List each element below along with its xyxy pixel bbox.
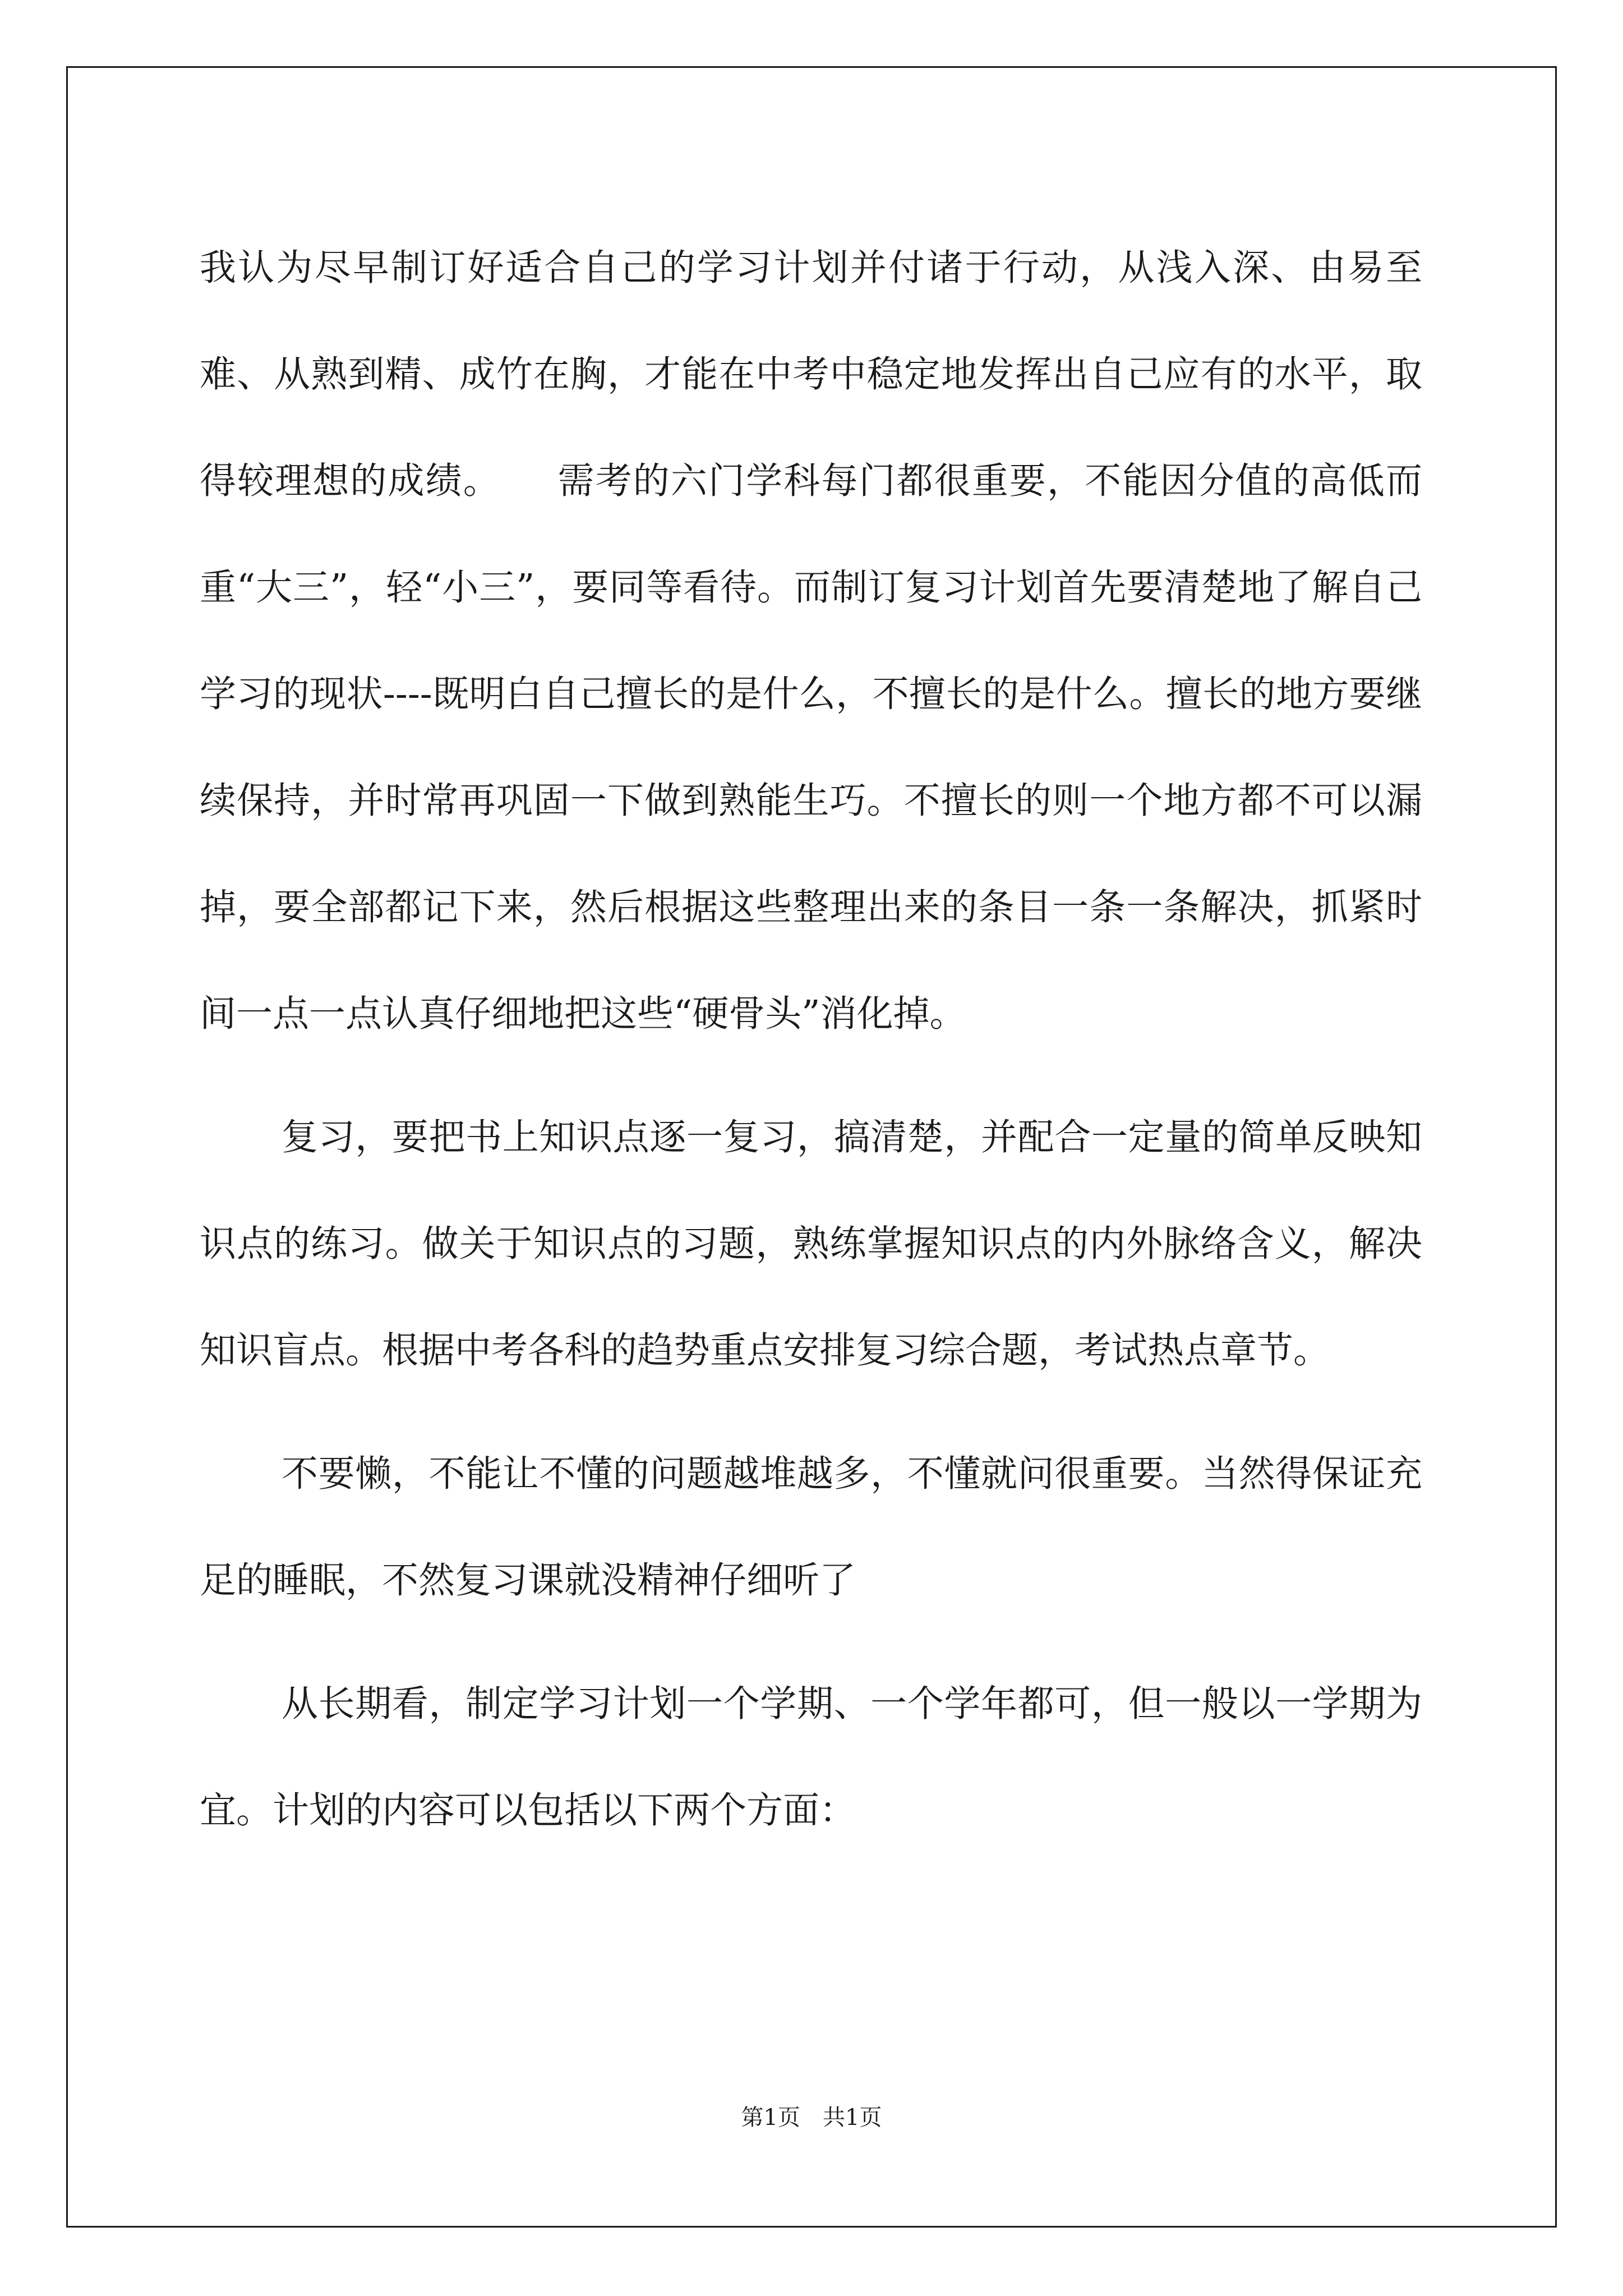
document-body xyxy=(200,215,1422,1864)
paragraph-1: 我认为尽早制订好适合自己的学习计划并付诸于行动，从浅入深、由易至难、从熟到精、成竹在胸，才能在中考中稳定地发挥出自己应有的水平，取得较理想的成绩。 需考的六门学科每门都很重要，不能因分值的高低而重“大三”，轻“小三”，要同等看待。而制订复习计划首先要清楚地了解自己学习的现状----既明白自己擅长的是什么，不擅长的是什么。擅长的地方要继续保持，并时常再巩固一下做到熟能生巧。不擅长的则一个地方都不可以漏掉，要全部都记下来，然后根据这些整理出来的条目一条一条解决，抓紧时间一点一点认真仔细地把这些“硬骨头”消化掉。 xyxy=(200,247,1422,1035)
page-footer: 第1页 共1页 xyxy=(741,2105,882,2131)
paragraph-2: 复习，要把书上知识点逐一复习，搞清楚，并配合一定量的简单反映知识点的练习。做关于知识点的习题，熟练掌握知识点的内外脉络含义，解决知识盲点。根据中考各科的趋势重点安排复习综合题，考试热点章节。 xyxy=(200,1116,1422,1372)
paragraph-3: 不要懒，不能让不懂的问题越堆越多，不懂就问很重要。当然得保证充足的睡眠，不然复习课就没精神仔细听了 xyxy=(200,1453,1422,1602)
paragraph-4: 从长期看，制定学习计划一个学期、一个学年都可，但一般以一学期为宜。计划的内容可以包括以下两个方面： xyxy=(200,1683,1422,1832)
